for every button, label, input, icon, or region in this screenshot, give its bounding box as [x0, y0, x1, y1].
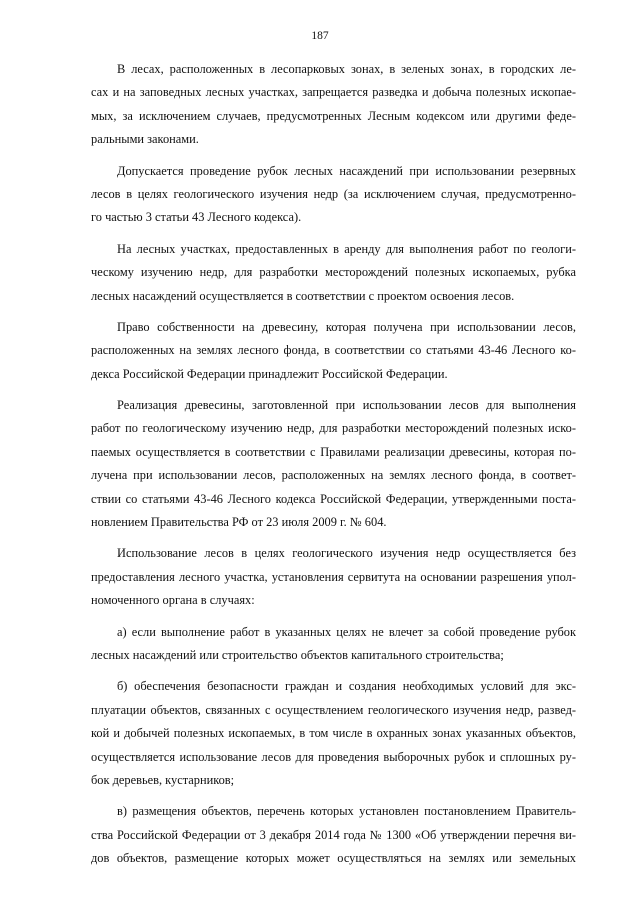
text-line: ральными законами. [91, 132, 199, 147]
text-line: лесных насаждений осуществляется в соответствии с проектом освоения лесов. [91, 288, 515, 303]
text-line: дов объектов, размещение которых может осуществляться на землях или земельных [91, 851, 576, 866]
text-line: го частью 3 статьи 43 Лесного кодекса). [91, 210, 302, 225]
text-line: работ по геологическому изучению недр, для разработки месторождений полезных иско- [91, 421, 576, 436]
text-line: расположенных на землях лесного фонда, в соответствии со статьями 43-46 Лесного ко- [91, 343, 576, 358]
text-line: В лесах, расположенных в лесопарковых зонах, в зеленых зонах, в городских ле- [117, 62, 576, 76]
text-line: б) обеспечения безопасности граждан и создания необходимых условий для экс- [117, 679, 576, 694]
text-line: лесных насаждений или строительство объектов капитального строительства; [91, 647, 504, 662]
text-line: лесов в целях геологического изучения недр (за исключением случая, предусмотренно- [91, 186, 576, 201]
text-line: а) если выполнение работ в указанных целях не влечет за собой проведение рубок [117, 624, 576, 639]
paragraph-6 [91, 542, 576, 612]
paragraph-2 [91, 160, 576, 230]
list-item-c [91, 800, 576, 870]
text-line: новлением Правительства РФ от 23 июля 2009 г. № 604. [91, 515, 387, 530]
text-line: На лесных участках, предоставленных в аренду для выполнения работ по геологи- [117, 241, 576, 256]
text-line: Допускается проведение рубок лесных насаждений при использовании резервных [117, 163, 576, 178]
text-line: ческому изучению недр, для разработки месторождений полезных ископаемых, рубка [91, 265, 576, 280]
text-line: предоставления лесного участка, установления сервитута на основании разрешения упол- [91, 569, 576, 584]
paragraph-5 [91, 394, 576, 534]
text-line: Использование лесов в целях геологического изучения недр осуществляется без [117, 546, 576, 561]
text-line: декса Российской Федерации принадлежит Российской Федерации. [91, 366, 448, 381]
text-line: Реализация древесины, заготовленной при использовании лесов для выполнения [117, 398, 576, 413]
text-line: паемых осуществляется в соответствии с Правилами реализации древесины, которая по- [91, 444, 576, 459]
text-line: ствии со статьями 43-46 Лесного кодекса Российской Федерации, утвержденными поста- [91, 491, 576, 506]
text-line: сах и на заповедных лесных участках, запрещается разведка и добыча полезных ископае- [91, 85, 576, 100]
text-line: номоченного органа в случаях: [91, 593, 255, 608]
paragraph-3 [91, 238, 576, 308]
text-line: мых, за исключением случаев, предусмотренных Лесным кодексом или другими феде- [91, 108, 576, 123]
text-line: Право собственности на древесину, которая получена при использовании лесов, [117, 319, 576, 334]
text-line: осуществляется использование лесов для проведения выборочных рубок и сплошных ру- [91, 749, 576, 764]
text-line: бок деревьев, кустарников; [91, 772, 235, 787]
text-line: кой и добычей полезных ископаемых, в том числе в охранных зонах указанных объектов, [91, 726, 576, 741]
list-item-b [91, 675, 576, 792]
text-line: ства Российской Федерации от 3 декабря 2014 года № 1300 «Об утверждении перечня ви- [91, 827, 576, 842]
text-line: лучена при использовании лесов, расположенных на землях лесного фонда, в соответ- [91, 468, 576, 483]
text-line: плуатации объектов, связанных с осуществлением геологического изучения недр, развед- [91, 702, 576, 717]
list-item-a [91, 621, 576, 668]
text-line: в) размещения объектов, перечень которых установлен постановлением Правитель- [117, 804, 576, 819]
paragraph-1 [91, 58, 576, 152]
paragraph-4 [91, 316, 576, 386]
page-number: 187 [311, 30, 329, 42]
document-body [91, 58, 576, 879]
